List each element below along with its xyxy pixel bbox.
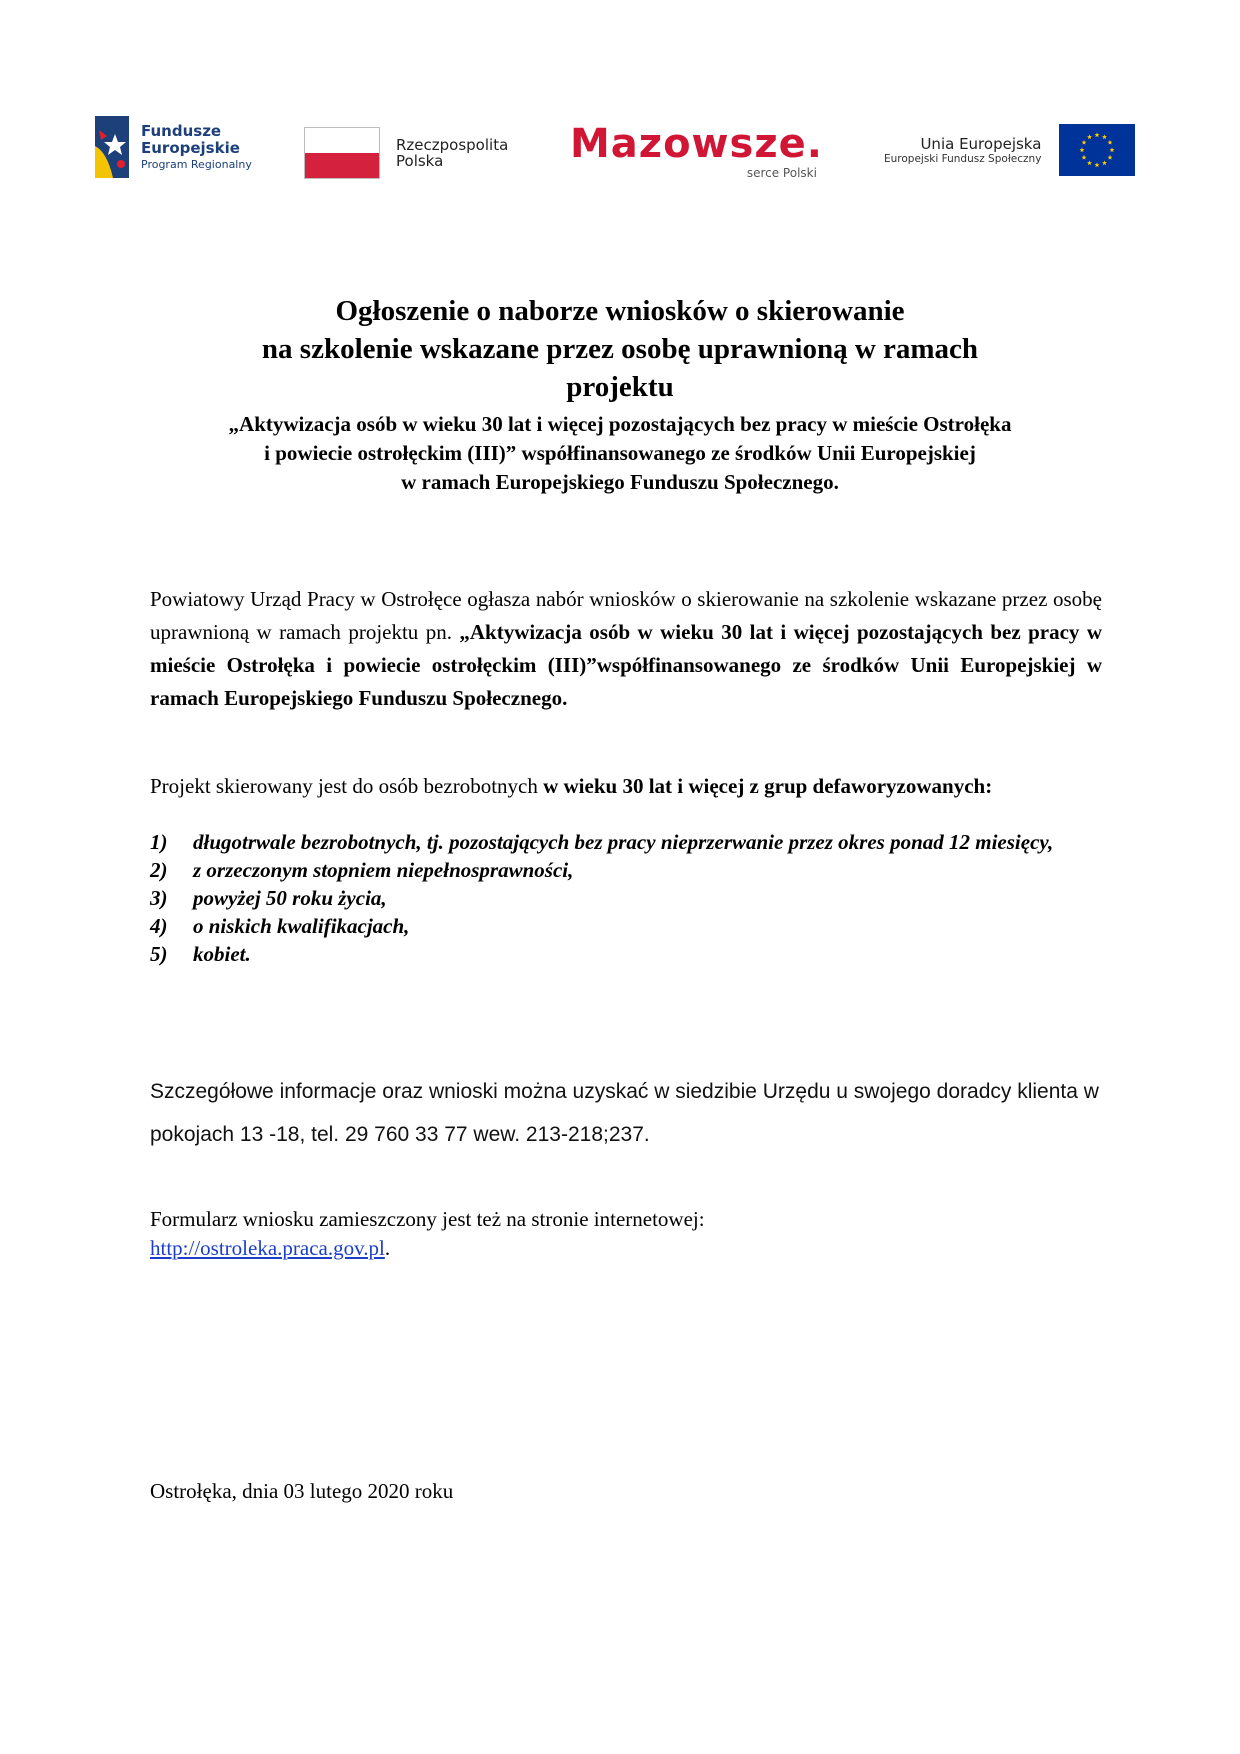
unia-europejska-logo [884, 124, 1135, 176]
polish-flag-icon [304, 127, 380, 179]
project-subtitle [120, 410, 1120, 497]
eu-flag-icon [1059, 124, 1135, 176]
logo-bar [0, 110, 1240, 190]
ue-line2: Europejski Fundusz Społeczny [884, 152, 1042, 165]
list-item-text: o niskich kwalifikacjach, [193, 914, 410, 938]
subtitle-line-1: „Aktywizacja osób w wieku 30 lat i więcej pozostających bez pracy w mieście Ostrołęka [228, 412, 1012, 436]
ue-line1: Unia Europejska [920, 134, 1042, 153]
subtitle-line-3: w ramach Europejskiego Funduszu Społecznego. [401, 470, 839, 494]
list-item [150, 828, 1102, 856]
fundusze-europejskie-logo-icon [95, 116, 129, 178]
list-item-text: powyżej 50 roku życia, [193, 886, 387, 910]
target-groups-list [150, 828, 1102, 968]
title-line-2: na szkolenie wskazane przez osobę uprawnioną w ramach [261, 333, 979, 365]
list-item-number: 3) [150, 886, 168, 910]
target-group-bold: w wieku 30 lat i więcej z grup defaworyzowanych: [543, 774, 993, 798]
fundusze-line2: Europejskie [141, 138, 240, 157]
fundusze-line1: Fundusze [141, 122, 222, 141]
list-item [150, 912, 1102, 940]
title-line-1: Ogłoszenie o naborze wniosków o skierowanie [335, 295, 905, 327]
list-item-number: 2) [150, 858, 168, 882]
fundusze-europejskie-logo [95, 116, 252, 178]
fundusze-line3: Program Regionalny [141, 157, 252, 171]
mazowsze-wordmark: Mazowsze. [570, 121, 823, 167]
mazowsze-logo [570, 121, 823, 180]
rp-line1: Rzeczpospolita [396, 135, 509, 154]
rp-line2: Polska [396, 152, 444, 170]
list-item-number: 5) [150, 942, 168, 966]
list-item-number: 4) [150, 914, 168, 938]
subtitle-line-2: i powiecie ostrołęckim (III)” współfinansowanego ze środków Unii Europejskiej [264, 441, 976, 465]
mazowsze-tagline: serce Polski [746, 166, 817, 180]
form-download-paragraph [150, 1205, 1102, 1263]
rzeczpospolita-polska-logo [304, 127, 508, 179]
announcement-paragraph [150, 583, 1102, 715]
page-title [120, 292, 1120, 406]
link-trailing-period: . [384, 1236, 391, 1260]
contact-info-paragraph: Szczegółowe informacje oraz wnioski można uzyskać w siedzibie Urzędu u swojego doradcy klienta w pokojach 13 -18, tel. 29 760 33 77 wew. 213-218;237. [150, 1080, 1099, 1146]
website-link[interactable]: http://ostroleka.praca.gov.pl [150, 1236, 385, 1260]
announcement-text: Powiatowy Urząd Pracy w Ostrołęce ogłasza nabór wniosków o skierowanie na szkolenie wskazane przez osobę uprawnioną w ramach projektu pn. [150, 587, 1102, 644]
list-item [150, 884, 1102, 912]
target-group-text: Projekt skierowany jest do osób bezrobotnych [150, 774, 544, 798]
list-item-text: długotrwale bezrobotnych, tj. pozostających bez pracy nieprzerwanie przez okres ponad 12 miesięcy, [193, 830, 1054, 854]
list-item-text: kobiet. [193, 942, 251, 966]
list-item-text: z orzeczonym stopniem niepełnosprawności, [193, 858, 574, 882]
document-date: Ostrołęka, dnia 03 lutego 2020 roku [150, 1479, 454, 1503]
announcement-project-name: „Aktywizacja osób w wieku 30 lat i więcej pozostających bez pracy w mieście Ostrołęka i powiecie ostrołęckim (III)”współfinansowanego ze środków Unii Europejskiej w ramach Europejskiego Funduszu Społecznego. [150, 620, 1102, 710]
title-line-3: projektu [566, 371, 674, 403]
list-item-number: 1) [150, 830, 168, 854]
list-item [150, 856, 1102, 884]
form-download-text: Formularz wniosku zamieszczony jest też na stronie internetowej: [150, 1207, 705, 1231]
target-group-paragraph [150, 772, 1102, 800]
list-item [150, 940, 1102, 968]
